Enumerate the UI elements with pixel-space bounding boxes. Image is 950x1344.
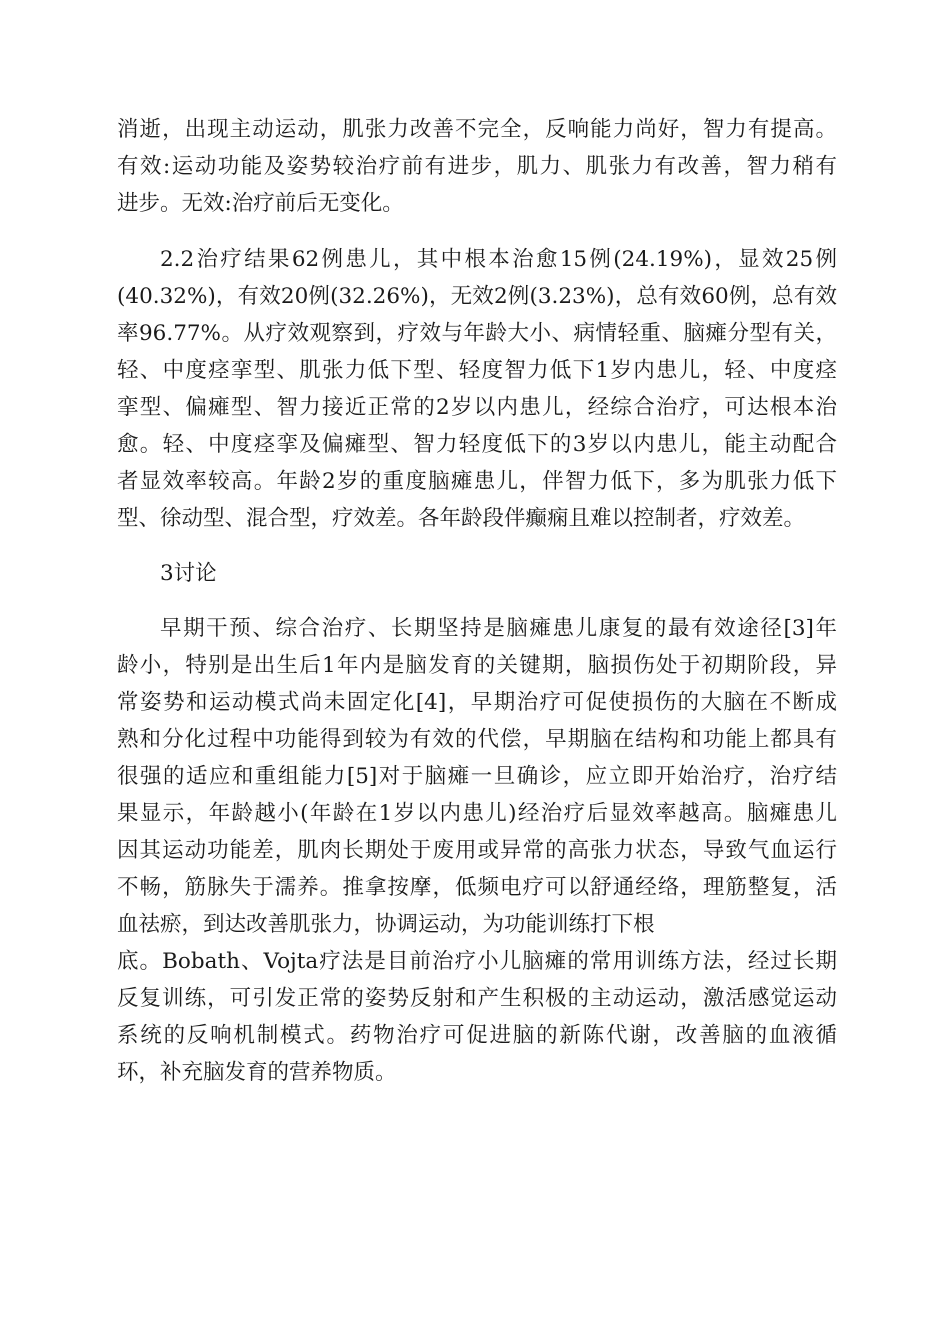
text-line: 轻、中度痉挛型、肌张力低下型、轻度智力低下1岁内患儿，轻、中度痉 [117,358,837,383]
text-line: 早期干预、综合治疗、长期坚持是脑瘫患儿康复的最有效途径[3]年 [160,616,837,641]
text-line: 不畅，筋脉失于濡养。推拿按摩，低频电疗可以舒通经络，理筋整复，活 [117,875,837,900]
text-line: 环，补充脑发育的营养物质。 [117,1060,397,1085]
text-line: 反复训练，可引发正常的姿势反射和产生积极的主动运动，激活感觉运动 [117,986,837,1011]
text-line: (40.32%)，有效20例(32.26%)，无效2例(3.23%)，总有效60例，总有效 [117,284,837,309]
text-line: 底。Bobath、Vojta疗法是目前治疗小儿脑瘫的常用训练方法，经过长期 [117,949,837,974]
text-line: 型、徐动型、混合型，疗效差。各年龄段伴癫痫且难以控制者，疗效差。 [117,506,806,531]
text-line: 血祛瘀，到达改善肌张力，协调运动，为功能训练打下根 [117,912,655,937]
text-line: 愈。轻、中度痉挛及偏瘫型、智力轻度低下的3岁以内患儿，能主动配合 [117,432,837,457]
text-line: 挛型、偏瘫型、智力接近正常的2岁以内患儿，经综合治疗，可达根本治 [117,395,837,420]
text-line: 龄小，特别是出生后1年内是脑发育的关键期，脑损伤处于初期阶段，异 [117,653,837,678]
text-line: 很强的适应和重组能力[5]对于脑瘫一旦确诊，应立即开始治疗，治疗结 [117,764,837,789]
text-line: 因其运动功能差，肌肉长期处于废用或异常的高张力状态，导致气血运行 [117,838,837,863]
text-line: 率96.77%。从疗效观察到，疗效与年龄大小、病情轻重、脑瘫分型有关， [117,321,837,346]
text-line: 系统的反响机制模式。药物治疗可促进脑的新陈代谢，改善脑的血液循 [117,1023,837,1048]
section-heading-discussion: 3讨论 [160,561,217,586]
text-line: 常姿势和运动模式尚未固定化[4]，早期治疗可促使损伤的大脑在不断成 [117,690,837,715]
text-line: 者显效率较高。年龄2岁的重度脑瘫患儿，伴智力低下，多为肌张力低下 [117,469,837,494]
text-line: 熟和分化过程中功能得到较为有效的代偿，早期脑在结构和功能上都具有 [117,727,837,752]
text-line: 果显示，年龄越小(年龄在1岁以内患儿)经治疗后显效率越高。脑瘫患儿 [117,801,837,826]
text-line: 进步。无效:治疗前后无变化。 [117,191,404,216]
text-line: 2.2治疗结果62例患儿，其中根本治愈15例(24.19%)，显效25例 [160,247,837,272]
text-line: 消逝，出现主动运动，肌张力改善不完全，反响能力尚好，智力有提高。 [117,117,837,142]
text-line: 有效:运动功能及姿势较治疗前有进步，肌力、肌张力有改善，智力稍有 [117,154,837,179]
